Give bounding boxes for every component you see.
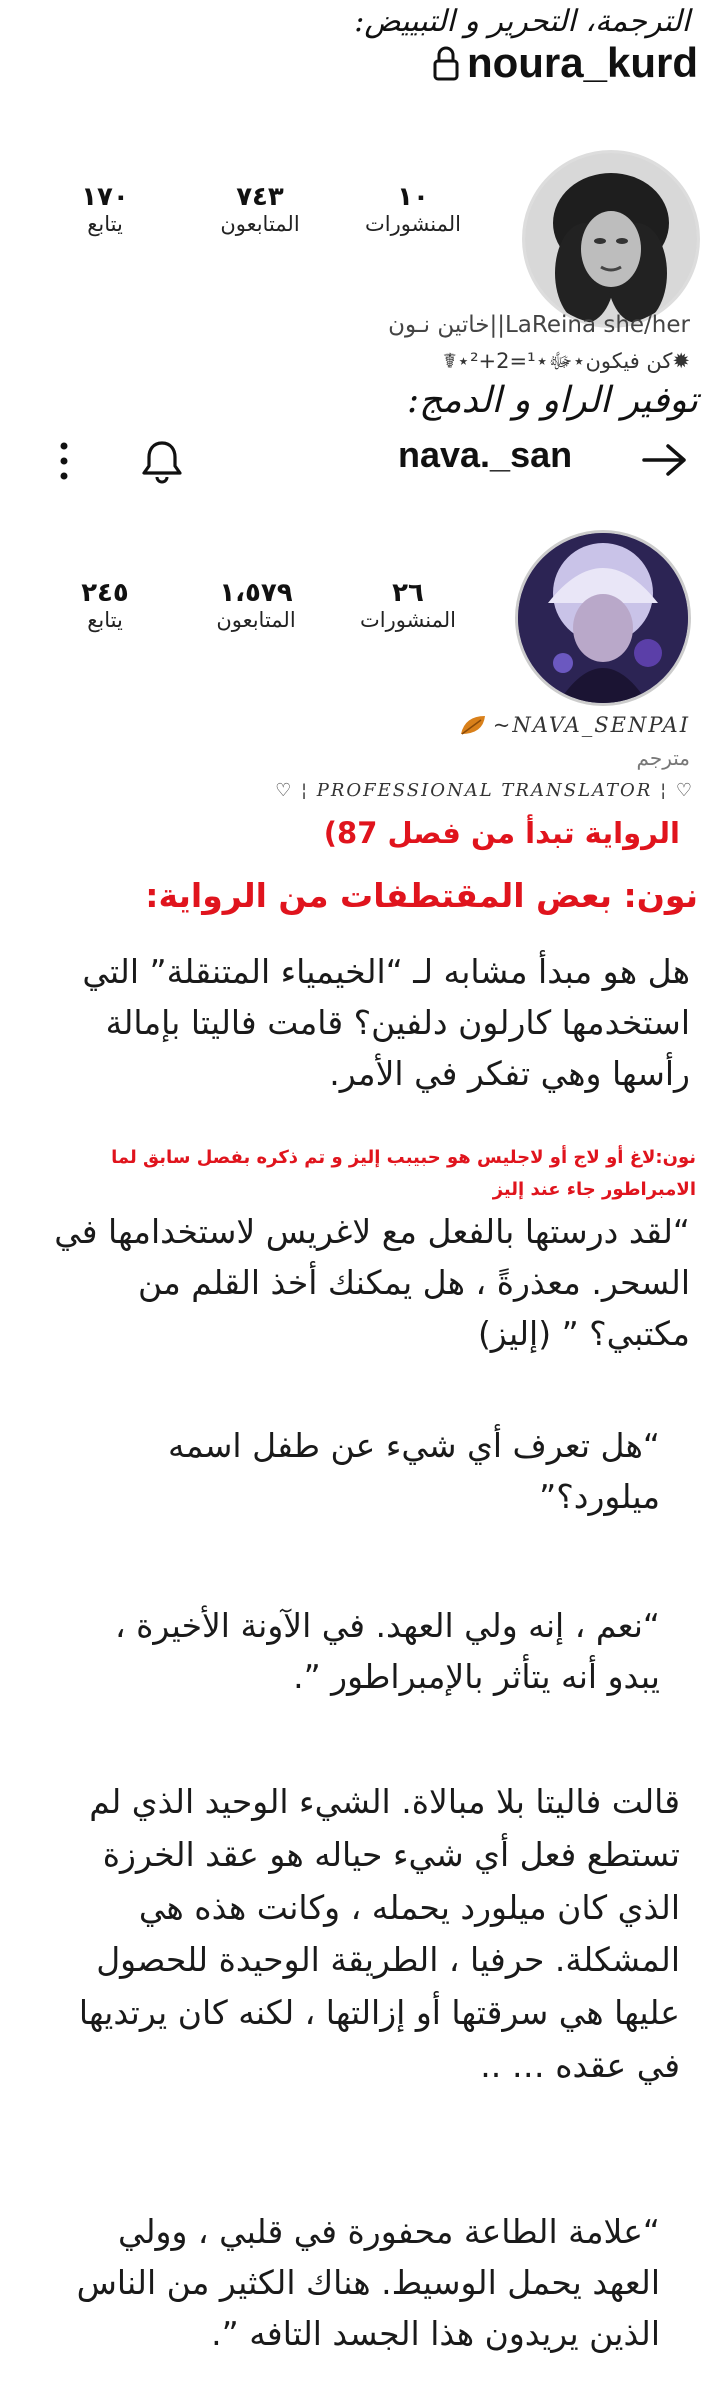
story-paragraph-4: “نعم ، إنه ولي العهد. في الآونة الأخيرة ، يبدو أنه يتأثر بالإمبراطور ”. xyxy=(114,1606,660,1697)
profile-name-row xyxy=(459,712,690,738)
stat-num: ١٠ xyxy=(397,182,429,212)
stat-label: يتابع xyxy=(87,212,123,236)
stat-num: ٢٤٥ xyxy=(81,578,129,608)
credit-raw: توفير الراو و الدمج: xyxy=(406,380,698,421)
stat-following-1[interactable] xyxy=(35,182,175,236)
stat-posts-1[interactable] xyxy=(343,182,483,236)
profile-2-bio: مترجم xyxy=(636,746,690,770)
bio-line-2: ✹كن فيكون⋆ﷻ⋆¹=2+²⋆☤ xyxy=(442,349,690,373)
avatar-profile-1[interactable] xyxy=(522,150,700,328)
story-paragraph-6: “علامة الطاعة محفورة في قلبي ، وولي العهد يحمل الوسيط. هناك الكثير من الناس الذين يريدون هذا الجسد التافه ”. xyxy=(76,2212,660,2354)
username-1[interactable]: noura_kurd xyxy=(466,39,698,86)
profile-2-name: ~NAVA_SENPAI xyxy=(492,713,690,737)
story-paragraph-1: هل هو مبدأ مشابه لـ “الخيمياء المتنقلة” التي استخدمها كارلون دلفين؟ قامت فاليتا بإمالة رأسها وهي تفكر في الأمر. xyxy=(82,952,690,1094)
stat-followers-2[interactable] xyxy=(186,578,326,632)
excerpt-title: نون: بعض المقتطفات من الرواية: xyxy=(145,876,698,915)
username-row-1 xyxy=(431,38,698,88)
stat-posts-2[interactable] xyxy=(338,578,478,632)
bio-line-1: خاتين نـون||LaReina she/her xyxy=(388,312,690,338)
lock-icon xyxy=(431,45,461,81)
stat-num: ٧٤٣ xyxy=(236,182,284,212)
credit-translate: الترجمة، التحرير و التبييض: xyxy=(354,4,690,39)
story-start-notice: الرواية تبدأ من فصل 87) xyxy=(323,816,680,850)
stat-label: يتابع xyxy=(87,608,123,632)
stat-num: ١،٥٧٩ xyxy=(219,578,293,608)
translator-note: نون:لاغ أو لاج أو لاجليس هو حبيبب إليز و تم ذكره بفصل سابق لما الامبراطور جاء عند إليز xyxy=(111,1147,696,1200)
stat-num: ٢٦ xyxy=(392,578,424,608)
avatar-profile-2[interactable] xyxy=(515,530,691,706)
back-arrow-icon[interactable] xyxy=(640,440,690,480)
profile-2-tagline: ♡ ¦ PROFESSIONAL TRANSLATOR ¦ ♡ xyxy=(275,780,694,801)
stat-label: المتابعون xyxy=(220,212,300,236)
stat-label: المتابعون xyxy=(216,608,296,632)
stat-following-2[interactable] xyxy=(35,578,175,632)
story-paragraph-5: قالت فاليتا بلا مبالاة. الشيء الوحيد الذي لم تستطع فعل أي شيء حياله هو عقد الخرزة الذي كان ميلورد يحمله ، وكانت هذه هي المشكلة. حرفيا ، الطريقة الوحيدة للحصول عليها هي سرقتها أو إزالتها ، لكنه كان يرتديها في عقده … .. xyxy=(78,1782,680,2085)
leaf-icon xyxy=(459,712,489,738)
stat-num: ١٧٠ xyxy=(81,182,129,212)
story-paragraph-2: “لقد درستها بالفعل مع لاغريس لاستخدامها في السحر. معذرةً ، هل يمكنك أخذ القلم من مكتبي؟ ” (إليز) xyxy=(54,1212,690,1354)
stat-label: المنشورات xyxy=(359,608,457,632)
stat-followers-1[interactable] xyxy=(190,182,330,236)
more-options-icon[interactable] xyxy=(56,440,72,482)
story-paragraph-3: “هل تعرف أي شيء عن طفل اسمه ميلورد؟” xyxy=(168,1426,660,1517)
username-2[interactable]: nava._san xyxy=(398,434,573,475)
bell-icon[interactable] xyxy=(140,438,184,484)
stat-label: المنشورات xyxy=(364,212,462,236)
